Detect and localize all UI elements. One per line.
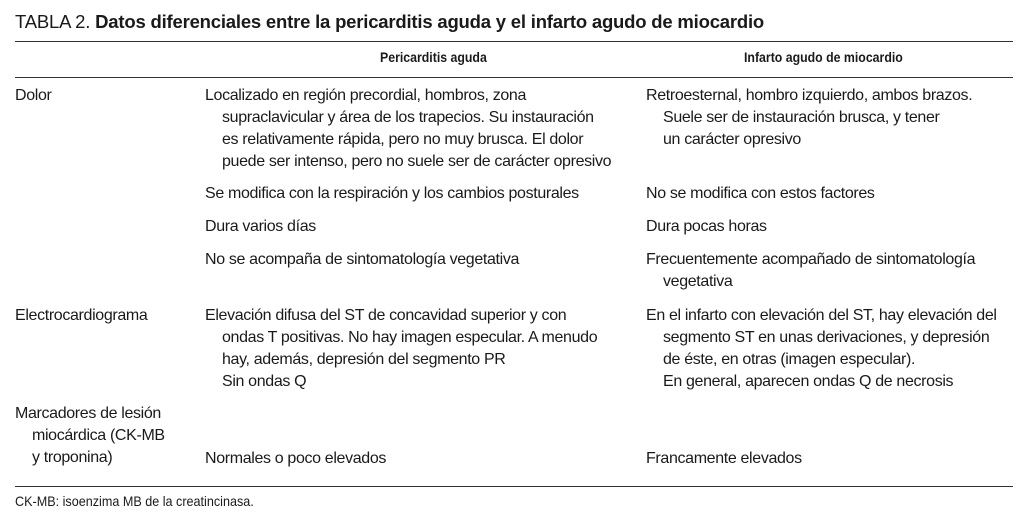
row-category-dolor — [15, 85, 52, 107]
row-category-marcadores — [15, 403, 165, 469]
cell-line: Normales o poco elevados — [205, 450, 387, 467]
bottom-rule — [15, 486, 1013, 487]
cell-line: En general, aparecen ondas Q de necrosis — [663, 373, 954, 390]
cell-line: Sin ondas Q — [222, 373, 307, 390]
cell-line: supraclavicular y área de los trapecios. Su instauración — [222, 109, 594, 126]
cell-line: Francamente elevados — [646, 450, 802, 467]
cell-line: Frecuentemente acompañado de sintomatología — [646, 251, 976, 268]
cell-pericarditis-duracion — [205, 216, 316, 238]
category-line: Marcadores de lesión — [15, 405, 161, 422]
cell-line: En el infarto con elevación del ST, hay elevación del — [646, 307, 997, 324]
cell-pericarditis-respiracion — [205, 183, 579, 205]
cell-line: vegetativa — [663, 273, 733, 290]
category-line: Electrocardiograma — [15, 307, 148, 324]
cell-line: un carácter opresivo — [663, 131, 801, 148]
table-footnote: CK-MB: isoenzima MB de la creatincinasa. — [15, 493, 254, 509]
cell-pericarditis-vegetativa — [205, 249, 519, 271]
cell-line: Dura pocas horas — [646, 218, 767, 235]
cell-pericarditis-dolor — [205, 85, 611, 173]
category-line: y troponina) — [32, 449, 113, 466]
cell-line: No se modifica con estos factores — [646, 185, 875, 202]
cell-line: Localizado en región precordial, hombros, zona — [205, 87, 526, 104]
category-line: miocárdica (CK-MB — [32, 427, 165, 444]
cell-line: Retroesternal, hombro izquierdo, ambos brazos. — [646, 87, 973, 104]
column-header-infarto: Infarto agudo de miocardio — [744, 49, 903, 65]
cell-infarto-marcadores — [646, 448, 802, 470]
cell-line: Dura varios días — [205, 218, 316, 235]
header-rule — [15, 77, 1013, 78]
row-category-electrocardiograma — [15, 305, 147, 327]
cell-line: ondas T positivas. No hay imagen especular. A menudo — [222, 329, 598, 346]
table-title — [15, 11, 764, 33]
cell-infarto-respiracion — [646, 183, 875, 205]
cell-line: es relativamente rápida, pero no muy brusca. El dolor — [222, 131, 584, 148]
cell-infarto-vegetativa — [646, 249, 975, 293]
table-label: TABLA 2. — [15, 11, 91, 32]
cell-infarto-dolor — [646, 85, 972, 151]
cell-line: hay, además, depresión del segmento PR — [222, 351, 506, 368]
top-rule — [15, 41, 1013, 42]
cell-line: No se acompaña de sintomatología vegetativa — [205, 251, 520, 268]
cell-pericarditis-marcadores — [205, 448, 386, 470]
table-title-text: Datos diferenciales entre la pericarditis aguda y el infarto agudo de miocardio — [95, 11, 765, 32]
cell-infarto-ecg — [646, 305, 997, 393]
column-header-pericarditis: Pericarditis aguda — [380, 49, 487, 65]
cell-infarto-duracion — [646, 216, 767, 238]
cell-pericarditis-ecg — [205, 305, 597, 393]
cell-line: Suele ser de instauración brusca, y tener — [663, 109, 940, 126]
category-line: Dolor — [15, 87, 52, 104]
cell-line: puede ser intenso, pero no suele ser de carácter opresivo — [222, 153, 612, 170]
cell-line: segmento ST en unas derivaciones, y depresión — [663, 329, 990, 346]
cell-line: de éste, en otras (imagen especular). — [663, 351, 916, 368]
cell-line: Elevación difusa del ST de concavidad superior y con — [205, 307, 567, 324]
cell-line: Se modifica con la respiración y los cambios posturales — [205, 185, 579, 202]
